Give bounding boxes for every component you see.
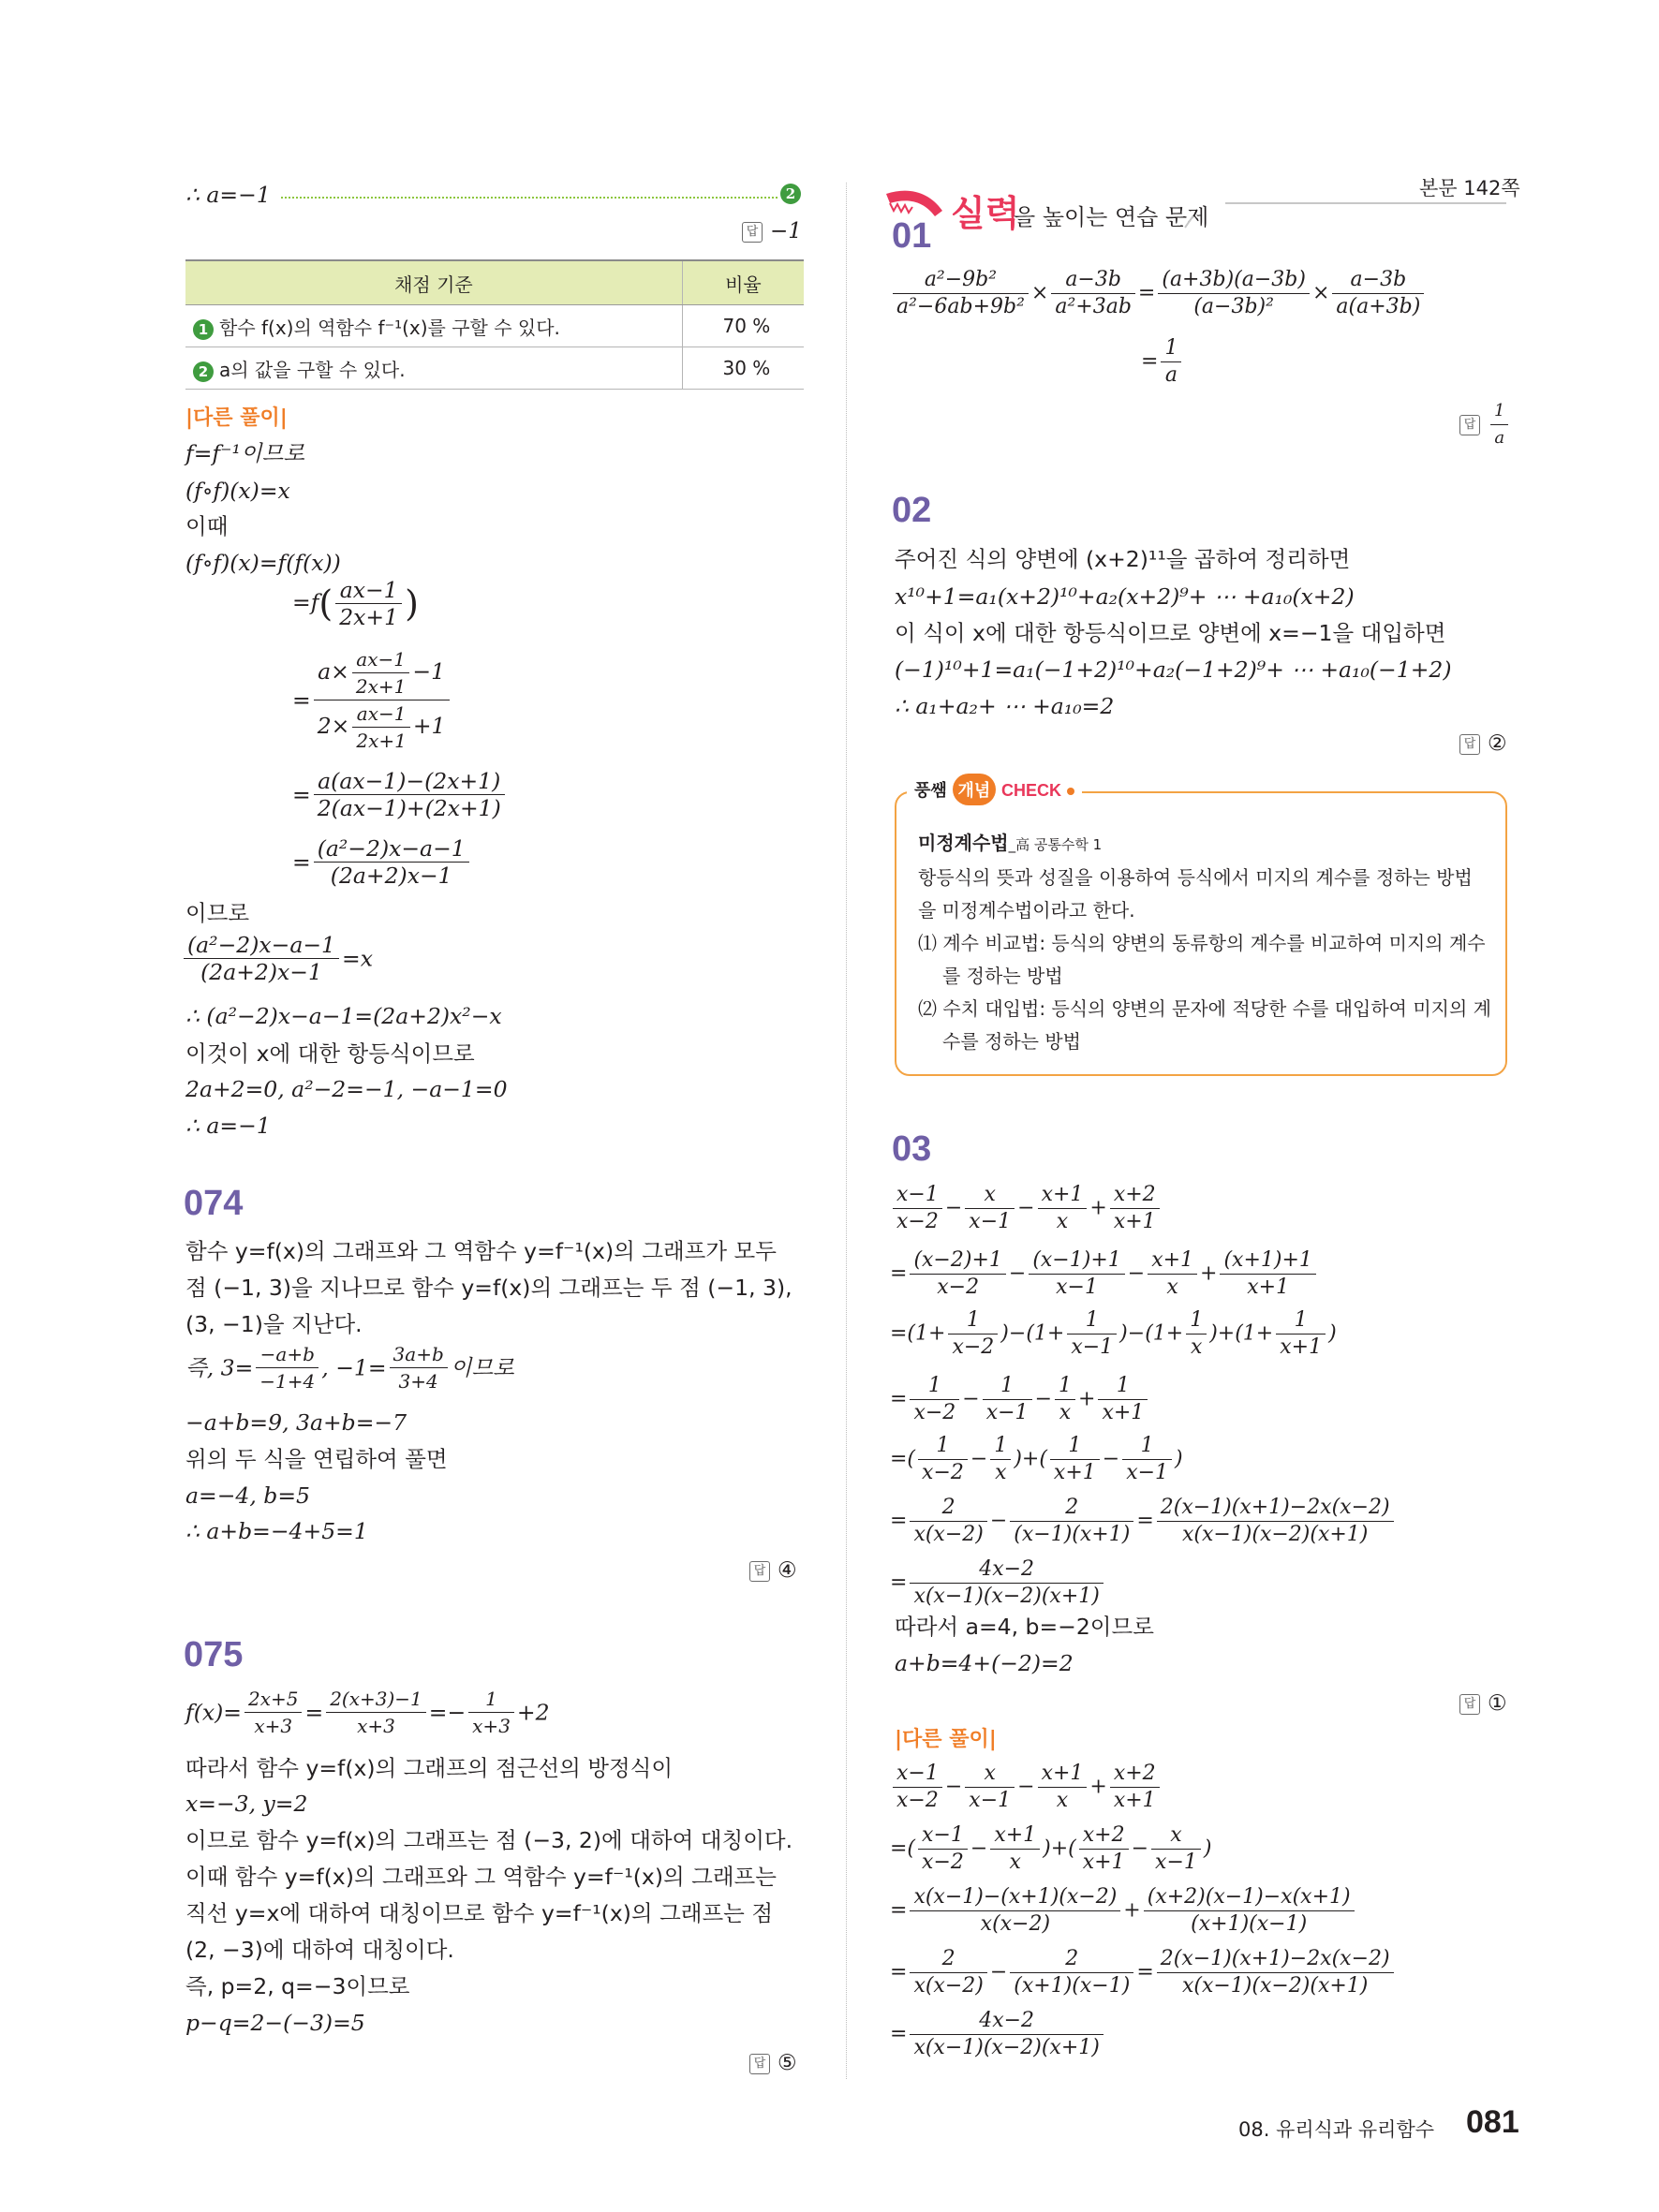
alt-step-2: = a× $\frac{ax-1}{2x+1}$ −1 2× $\frac{ax-1}{2x+1}$ +1: [292, 646, 452, 754]
answer-icon: 답: [1459, 1694, 1480, 1715]
p03-alt-label: |다른 풀이|: [895, 1728, 997, 1751]
alt-line: f=f⁻¹이므로: [185, 440, 305, 466]
dotted-leader: [281, 197, 778, 199]
p075-line: 즉, p=2, q=−3이므로: [185, 1973, 410, 1999]
p02-line: 주어진 식의 양변에 (x+2)¹¹을 곱하여 정리하면: [895, 546, 1351, 572]
concept-line: ⑵ 수치 대입법: 등식의 양변의 문자에 적당한 수를 대입하여 미지의 계: [918, 997, 1491, 1020]
answer-top: 답 −1: [742, 219, 802, 243]
p02-line: x¹⁰+1=a₁(x+2)¹⁰+a₂(x+2)⁹+ ⋯ +a₁₀(x+2): [895, 583, 1355, 610]
rubric-header-ratio: 비율: [682, 260, 804, 305]
p074-answer: 답 ④: [749, 1558, 797, 1583]
alt-since: 이므로: [185, 900, 250, 926]
alt-step-1: =f( $\frac{ax-1}{2x+1}$ ): [292, 577, 419, 630]
p074-tail: ∴ a+b=−4+5=1: [185, 1518, 368, 1544]
p01-result: = $\frac{1}{a}$: [1141, 335, 1184, 389]
problem-number-02: 02: [892, 491, 932, 530]
p03-tail: a+b=4+(−2)=2: [895, 1650, 1074, 1676]
p03-answer: 답 ①: [1459, 1691, 1507, 1716]
p03-tail: 따라서 a=4, b=−2이므로: [895, 1614, 1154, 1640]
alt-line: (f∘f)(x)=f(f(x)): [185, 550, 341, 576]
p075-line: p−q=2−(−3)=5: [185, 2010, 365, 2036]
alt-tail: ∴ (a²−2)x−a−1=(2a+2)x²−x: [185, 1003, 502, 1029]
concept-line: ⑴ 계수 비교법: 등식의 양변의 동류항의 계수를 비교하여 미지의 계수: [918, 932, 1486, 954]
alt-tail: 이것이 x에 대한 항등식이므로: [185, 1040, 475, 1067]
problem-number-075: 075: [184, 1635, 244, 1674]
p075-equation: f(x)= $\frac{2x+5}{x+3}$ = $\frac{2(x+3)-1}{x+3}$ =− $\frac{1}{x+3}$ +2: [185, 1688, 550, 1737]
top-line: ∴ a=−1: [185, 182, 271, 208]
p074-tail: 위의 두 식을 연립하여 풀면: [185, 1446, 448, 1472]
banner-subtitle: 을 높이는 연습 문제: [1014, 204, 1209, 230]
banner-rule: [1225, 202, 1506, 204]
alt-tail: 2a+2=0, a²−2=−1, −a−1=0: [185, 1076, 508, 1102]
p074-line: 함수 y=f(x)의 그래프와 그 역함수 y=f⁻¹(x)의 그래프가 모두: [185, 1238, 777, 1264]
problem-number-03: 03: [892, 1129, 932, 1169]
p02-line: (−1)¹⁰+1=a₁(−1+2)¹⁰+a₂(−1+2)⁹+ ⋯ +a₁₀(−1+2): [895, 656, 1452, 683]
banner-title: 실력: [951, 193, 1020, 234]
p075-line: 이므로 함수 y=f(x)의 그래프는 점 (−3, 2)에 대하여 대칭이다.: [185, 1827, 793, 1853]
p075-line: (2, −3)에 대하여 대칭이다.: [185, 1937, 454, 1963]
page-reference: 본문 142쪽: [1419, 177, 1520, 199]
alt-tail: ∴ a=−1: [185, 1113, 271, 1139]
alt-step-4: = $\frac{\text{(a²−2)x−a−1}}{(2a+2)x-1}$: [292, 835, 472, 889]
p02-answer: 답 ②: [1459, 731, 1507, 756]
concept-line: 항등식의 뜻과 성질을 이용하여 등식에서 미지의 계수를 정하는 방법: [918, 866, 1473, 889]
answer-icon: 답: [742, 222, 763, 243]
p02-line: 이 식이 x에 대한 항등식이므로 양변에 x=−1을 대입하면: [895, 620, 1446, 646]
alt-step-3: = $\frac{a(ax-1)-(2x+1)}{2(ax-1)+(2x+1)}$: [292, 768, 508, 821]
answer-icon: 답: [749, 1561, 770, 1582]
p02-line: ∴ a₁+a₂+ ⋯ +a₁₀=2: [895, 693, 1115, 719]
p074-tail: a=−4, b=5: [185, 1482, 310, 1509]
problem-number-01: 01: [892, 216, 932, 256]
concept-check-tag: 풍쌤 개념 CHECK: [907, 774, 1082, 805]
answer-icon: 답: [749, 2054, 770, 2074]
alt-solution-label: |다른 풀이|: [185, 406, 288, 430]
p075-line: x=−3, y=2: [185, 1791, 308, 1817]
p01-equation: $\frac{\text{a²−9b²}}{\text{a²−6ab+9b²}}$ × $\frac{a-3b}{\text{a²+3ab}}$ = $\frac{(a+3b)(a-3b)}{\text{(a−3b)²}}$ × $\frac{a-3b}{a(a+3b)}$: [890, 267, 1427, 320]
p075-line: 직선 y=x에 대하여 대칭이므로 함수 y=f⁻¹(x)의 그래프는 점: [185, 1900, 774, 1926]
p074-equation: 즉, 3= $\frac{-a+b}{-1+4}$ , −1= $\frac{3a+b}{3+4}$ 이므로: [185, 1343, 514, 1393]
column-divider: [846, 183, 847, 2079]
p03-alt-derivation: $\frac{x-1}{x-2}$ − $\frac{x}{x-1}$ − $\frac{x+1}{x}$ + $\frac{x+2}{x+1}$ =( $\frac{x-1}{x-2}$ − $\frac{x+1}{x}$ )+( $\frac{x+2}{x+1}$ − $\frac{x}{x-1}$ ) = $\frac{x(x-1)-(x+1)(x-2)}{x(x-2)}$ + $\frac{(x+2)(x-1)-x(x+1)}{(x+1)(x-1)}$ = $\frac{2}{x(x-2)}$ − $\frac{2}{(x+1)(x-1)}$ = $\frac{2(x-1)(x+1)-2x(x-2)}{x(x-1)(x-2)(x+1)}$ = $\frac{4x-2}{x(x-1)(x-2)(x+1)}$: [890, 1761, 1397, 2064]
p075-line: 이때 함수 y=f(x)의 그래프와 그 역함수 y=f⁻¹(x)의 그래프는: [185, 1864, 777, 1890]
rubric-header-criteria: 채점 기준: [185, 260, 682, 305]
answer-icon: 답: [1459, 415, 1480, 435]
p074-line: 점 (−1, 3)을 지나므로 함수 y=f(x)의 그래프는 두 점 (−1, 3),: [185, 1275, 792, 1301]
p075-answer: 답 ⑤: [749, 2051, 797, 2075]
p074-tail: −a+b=9, 3a+b=−7: [185, 1409, 407, 1436]
answer-icon: 답: [1459, 734, 1480, 755]
alt-line: (f∘f)(x)=x: [185, 478, 290, 504]
alt-line: 이때: [185, 513, 229, 539]
problem-number-074: 074: [184, 1184, 244, 1223]
concept-title: 미정계수법_高 공통수학 1: [918, 832, 1103, 854]
p03-derivation: $\frac{x-1}{x-2}$ − $\frac{x}{x-1}$ − $\frac{x+1}{x}$ + $\frac{x+2}{x+1}$ = $\frac{(x-2)+1}{x-2}$ − $\frac{(x-1)+1}{x-1}$ − $\frac{x+1}{x}$ + $\frac{(x+1)+1}{x+1}$ =(1+ $\frac{1}{x-2}$ )−(1+ $\frac{1}{x-1}$ )−(1+ $\frac{1}{x}$ )+(1+ $\frac{1}{x+1}$ ) = $\frac{1}{x-2}$ − $\frac{1}{x-1}$ − $\frac{1}{x}$ + $\frac{1}{x+1}$ =( $\frac{1}{x-2}$ − $\frac{1}{x}$ )+( $\frac{1}{x+1}$ − $\frac{1}{x-1}$ ) = $\frac{2}{x(x-2)}$ − $\frac{2}{(x-1)(x+1)}$ = $\frac{2(x-1)(x+1)-2x(x-2)}{x(x-1)(x-2)(x+1)}$ = $\frac{4x-2}{x(x-1)(x-2)(x+1)}$: [890, 1182, 1397, 1613]
rubric-row: 1 함수 f(x)의 역함수 f⁻¹(x)를 구할 수 있다. 70 %: [185, 305, 804, 347]
p01-answer: 답 $\frac{1}{a}$: [1459, 398, 1511, 451]
rubric-row: 2 a의 값을 구할 수 있다. 30 %: [185, 347, 804, 390]
footer-page-number: 081: [1466, 2104, 1519, 2140]
marker-2: 2: [780, 184, 807, 204]
p075-line: 따라서 함수 y=f(x)의 그래프의 점근선의 방정식이: [185, 1755, 674, 1781]
concept-line: 을 미정계수법이라고 한다.: [918, 899, 1135, 922]
rubric-table: [185, 259, 804, 390]
footer-chapter: 08. 유리식과 유리함수: [1238, 2118, 1435, 2141]
concept-line: 를 정하는 방법: [942, 965, 1063, 987]
alt-equation: $\frac{\text{(a²−2)x−a−1}}{(2a+2)x-1}$ =x: [181, 932, 373, 985]
p074-line: (3, −1)을 지난다.: [185, 1311, 363, 1337]
concept-line: 수를 정하는 방법: [942, 1030, 1081, 1053]
